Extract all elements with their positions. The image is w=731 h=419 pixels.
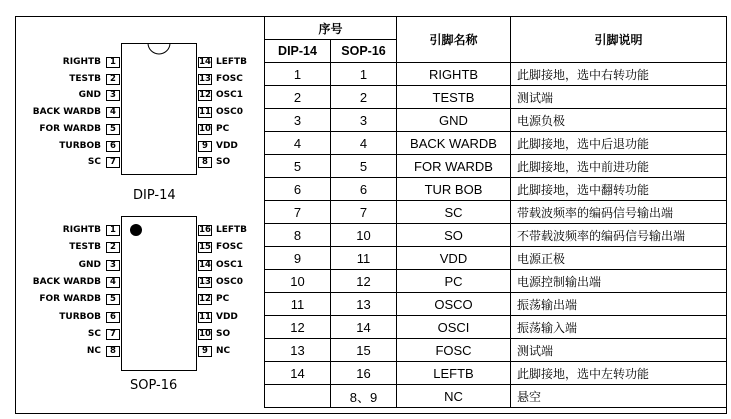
pin-number: 12 bbox=[199, 90, 211, 101]
pin-number: 9 bbox=[198, 346, 212, 357]
cell-pin-desc: 测试端 bbox=[511, 86, 727, 109]
dip14-notch bbox=[121, 43, 197, 57]
cell-pin-desc: 测试端 bbox=[511, 339, 727, 362]
header-pin-desc: 引脚说明 bbox=[511, 17, 727, 63]
pin-name: NC bbox=[86, 346, 101, 357]
pin-name: FOR WARDB bbox=[39, 294, 101, 305]
dip14-chip-body bbox=[121, 43, 197, 175]
cell-pin-desc: 此脚接地，选中翻转功能 bbox=[511, 178, 727, 201]
pin-name: BACK WARDB bbox=[32, 107, 101, 118]
cell-sop16: 12 bbox=[331, 270, 397, 293]
pin-number: 14 bbox=[199, 57, 211, 67]
pin-name: SC bbox=[87, 157, 101, 168]
pin-name: SO bbox=[216, 157, 231, 168]
pin-number: 7 bbox=[106, 329, 120, 340]
cell-pin-name: SO bbox=[397, 224, 511, 247]
cell-pin-desc: 电源控制输出端 bbox=[511, 270, 727, 293]
table-row bbox=[265, 132, 727, 155]
pin-name: VDD bbox=[216, 140, 238, 151]
cell-dip14: 3 bbox=[265, 109, 331, 132]
sop16-caption: SOP-16 bbox=[130, 378, 178, 393]
pin-name: TESTB bbox=[69, 242, 101, 253]
cell-dip14: 8 bbox=[265, 224, 331, 247]
pin-description-table bbox=[264, 16, 727, 408]
table-row bbox=[265, 316, 727, 339]
pin-name: GND bbox=[78, 90, 101, 101]
cell-pin-desc: 此脚接地，选中左转功能 bbox=[511, 362, 727, 385]
cell-dip14: 4 bbox=[265, 132, 331, 155]
cell-pin-name: OSCO bbox=[397, 293, 511, 316]
table-row bbox=[265, 247, 727, 270]
cell-pin-name: RIGHTB bbox=[397, 63, 511, 86]
cell-dip14: 2 bbox=[265, 86, 331, 109]
cell-pin-name: NC bbox=[397, 385, 511, 408]
cell-pin-desc: 振荡输出端 bbox=[511, 293, 727, 316]
cell-dip14: 10 bbox=[265, 270, 331, 293]
cell-pin-name: BACK WARDB bbox=[397, 132, 511, 155]
cell-pin-name: GND bbox=[397, 109, 511, 132]
sop16-pin1-dot bbox=[130, 224, 142, 236]
pin-number: 8 bbox=[106, 346, 120, 357]
cell-dip14: 9 bbox=[265, 247, 331, 270]
pin-name: SO bbox=[216, 328, 231, 339]
pin-name: GND bbox=[78, 259, 101, 270]
pin-name: RIGHTB bbox=[62, 225, 101, 235]
cell-sop16: 2 bbox=[331, 86, 397, 109]
header-pin-name: 引脚名称 bbox=[397, 17, 511, 63]
pin-number: 5 bbox=[106, 294, 120, 305]
pin-number: 2 bbox=[106, 242, 120, 253]
cell-pin-name: FOSC bbox=[397, 339, 511, 362]
cell-pin-name: OSCI bbox=[397, 316, 511, 339]
pin-name: BACK WARDB bbox=[32, 276, 101, 287]
cell-pin-name: TUR BOB bbox=[397, 178, 511, 201]
cell-dip14: 7 bbox=[265, 201, 331, 224]
pin-name: TURBOB bbox=[59, 140, 101, 151]
cell-pin-desc: 悬空 bbox=[511, 385, 727, 408]
table-row bbox=[265, 385, 727, 408]
cell-sop16: 15 bbox=[331, 339, 397, 362]
pin-number: 6 bbox=[106, 312, 120, 323]
package-diagrams bbox=[15, 16, 264, 414]
pin-number: 11 bbox=[199, 311, 211, 322]
pin-name: OSC0 bbox=[216, 107, 243, 118]
cell-pin-name: TESTB bbox=[397, 86, 511, 109]
pin-number: 4 bbox=[106, 107, 120, 118]
pin-name: RIGHTB bbox=[62, 57, 101, 67]
pin-name: FOSC bbox=[216, 73, 243, 84]
table-row bbox=[265, 155, 727, 178]
pin-name: PC bbox=[216, 294, 230, 305]
pin-name: TURBOB bbox=[59, 311, 101, 322]
cell-pin-desc: 此脚接地，选中前进功能 bbox=[511, 155, 727, 178]
pin-number: 15 bbox=[199, 242, 211, 253]
cell-dip14: 1 bbox=[265, 63, 331, 86]
dip14-caption: DIP-14 bbox=[133, 188, 176, 203]
table-row bbox=[265, 293, 727, 316]
cell-pin-desc: 振荡输入端 bbox=[511, 316, 727, 339]
cell-dip14: 6 bbox=[265, 178, 331, 201]
cell-sop16: 11 bbox=[331, 247, 397, 270]
pin-number: 3 bbox=[106, 260, 120, 271]
cell-pin-name: SC bbox=[397, 201, 511, 224]
cell-sop16: 13 bbox=[331, 293, 397, 316]
pin-name: LEFTB bbox=[216, 225, 248, 235]
pin-number: 11 bbox=[199, 107, 211, 118]
cell-pin-desc: 此脚接地，选中后退功能 bbox=[511, 132, 727, 155]
cell-pin-name: LEFTB bbox=[397, 362, 511, 385]
header-sop16: SOP-16 bbox=[331, 40, 397, 63]
cell-sop16: 16 bbox=[331, 362, 397, 385]
pin-number: 6 bbox=[106, 141, 120, 152]
table-body bbox=[265, 63, 727, 408]
pin-name: NC bbox=[216, 346, 231, 357]
table-row bbox=[265, 362, 727, 385]
cell-dip14: 13 bbox=[265, 339, 331, 362]
cell-dip14: 11 bbox=[265, 293, 331, 316]
pin-number: 10 bbox=[199, 328, 211, 339]
pin-number: 3 bbox=[106, 90, 120, 101]
table-row bbox=[265, 63, 727, 86]
pin-name: OSC1 bbox=[216, 259, 243, 270]
pin-number: 2 bbox=[106, 74, 120, 85]
cell-pin-desc: 不带载波频率的编码信号输出端 bbox=[511, 224, 727, 247]
pin-number: 8 bbox=[198, 157, 212, 168]
cell-pin-name: PC bbox=[397, 270, 511, 293]
pin-number: 5 bbox=[106, 124, 120, 135]
pin-number: 13 bbox=[199, 73, 211, 84]
cell-sop16: 7 bbox=[331, 201, 397, 224]
cell-pin-desc: 电源正极 bbox=[511, 247, 727, 270]
table-row bbox=[265, 270, 727, 293]
table-row bbox=[265, 178, 727, 201]
cell-sop16: 4 bbox=[331, 132, 397, 155]
pin-name: VDD bbox=[216, 311, 238, 322]
table-row bbox=[265, 201, 727, 224]
cell-sop16: 1 bbox=[331, 63, 397, 86]
pin-name: OSC0 bbox=[216, 276, 243, 287]
cell-sop16: 5 bbox=[331, 155, 397, 178]
header-seq: 序号 bbox=[265, 17, 397, 40]
cell-sop16: 6 bbox=[331, 178, 397, 201]
cell-pin-name: FOR WARDB bbox=[397, 155, 511, 178]
pin-number: 13 bbox=[199, 276, 211, 287]
pin-name: FOSC bbox=[216, 242, 243, 253]
pin-number: 16 bbox=[199, 225, 211, 235]
pin-number: 1 bbox=[106, 225, 120, 236]
pin-number: 1 bbox=[106, 57, 120, 68]
header-dip14: DIP-14 bbox=[265, 40, 331, 63]
table-row bbox=[265, 109, 727, 132]
pin-number: 14 bbox=[199, 259, 211, 270]
cell-dip14: 12 bbox=[265, 316, 331, 339]
pin-name: PC bbox=[216, 123, 230, 134]
pin-name: SC bbox=[87, 328, 101, 339]
cell-sop16: 8、9 bbox=[331, 385, 397, 408]
pin-number: 10 bbox=[199, 123, 211, 134]
table-row bbox=[265, 86, 727, 109]
cell-pin-desc: 带载波频率的编码信号输出端 bbox=[511, 201, 727, 224]
pin-number: 7 bbox=[106, 157, 120, 168]
pin-name: TESTB bbox=[69, 73, 101, 84]
cell-dip14: 14 bbox=[265, 362, 331, 385]
cell-sop16: 3 bbox=[331, 109, 397, 132]
cell-dip14: 5 bbox=[265, 155, 331, 178]
table-row bbox=[265, 224, 727, 247]
pin-number: 4 bbox=[106, 277, 120, 288]
pin-name: OSC1 bbox=[216, 90, 243, 101]
cell-pin-desc: 电源负极 bbox=[511, 109, 727, 132]
cell-dip14 bbox=[265, 385, 331, 408]
pin-number: 9 bbox=[198, 141, 212, 152]
pin-name: FOR WARDB bbox=[39, 123, 101, 134]
sop16-chip-body bbox=[121, 216, 197, 371]
pin-number: 12 bbox=[199, 294, 211, 305]
table-row bbox=[265, 339, 727, 362]
cell-pin-desc: 此脚接地，选中右转功能 bbox=[511, 63, 727, 86]
pin-name: LEFTB bbox=[216, 57, 248, 67]
cell-sop16: 14 bbox=[331, 316, 397, 339]
cell-pin-name: VDD bbox=[397, 247, 511, 270]
cell-sop16: 10 bbox=[331, 224, 397, 247]
